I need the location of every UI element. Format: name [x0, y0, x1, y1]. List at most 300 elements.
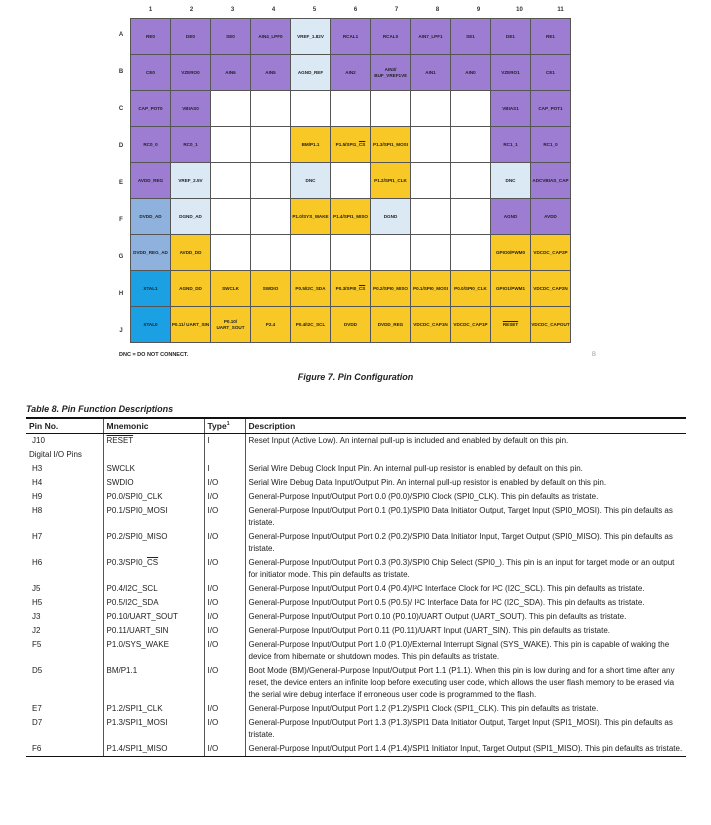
table-row [26, 490, 686, 504]
pin-mnemonic [103, 504, 204, 530]
pin-type: I [204, 434, 245, 449]
pin-cell [171, 271, 211, 307]
pin-cell [451, 199, 491, 235]
pin-cell-label: P0.2/SPI0_MISO [373, 285, 408, 291]
pin-mnemonic [103, 530, 204, 556]
pin-cell [531, 55, 571, 91]
grid-row-label: F [119, 217, 123, 223]
grid-row-label: E [118, 180, 123, 186]
empty-cell [245, 448, 686, 462]
pin-cell-label: P0.4/I2C_SCL [295, 321, 326, 327]
pin-cell-label: SWCLK [222, 285, 239, 291]
pin-cell-label: SWDIO [262, 285, 279, 291]
pin-cell-label: VBIAS0 [182, 105, 199, 111]
pin-cell [371, 91, 411, 127]
pin-cell-label: BM/P1.1 [301, 141, 320, 147]
pin-type: I/O [204, 664, 245, 702]
pin-number: H3 [26, 462, 103, 476]
header-type-label: Type [207, 421, 227, 431]
grid-row [131, 91, 571, 127]
pin-cell-label: VREF_1.82V [297, 33, 324, 39]
pin-mnemonic [103, 716, 204, 742]
pin-type: I/O [204, 610, 245, 624]
pin-mnemonic [103, 490, 204, 504]
pin-cell-overline-label: RESET [502, 321, 519, 327]
pin-cell [411, 307, 451, 343]
pin-mnemonic [103, 664, 204, 702]
pin-cell [211, 271, 251, 307]
pin-number: H4 [26, 476, 103, 490]
mnemonic-text: P0.10/UART_SOUT [106, 612, 178, 621]
grid-row [131, 127, 571, 163]
pin-cell [451, 55, 491, 91]
pin-cell [291, 55, 331, 91]
pin-cell [371, 163, 411, 199]
header-description: Description [245, 418, 686, 434]
pin-type: I/O [204, 596, 245, 610]
pin-cell-label: AVDD [544, 213, 557, 219]
pin-cell [171, 307, 211, 343]
pin-type: I/O [204, 742, 245, 757]
pin-description: General-Purpose Input/Output Port 0.10 (P0.10)/UART Output (UART_SOUT). This pin defaults as tristate. [248, 612, 627, 621]
table-row [26, 504, 686, 530]
pin-mnemonic [103, 610, 204, 624]
pin-cell [491, 235, 531, 271]
pin-cell-label: XTAL1 [143, 285, 158, 291]
pin-mnemonic [103, 638, 204, 664]
grid-row [131, 271, 571, 307]
grid-row-label: B [118, 69, 124, 75]
pin-cell [211, 307, 251, 343]
pin-cell [491, 19, 531, 55]
pin-cell [251, 235, 291, 271]
pin-mnemonic [103, 556, 204, 582]
pin-number: J2 [26, 624, 103, 638]
pin-cell [491, 55, 531, 91]
pin-cell-label: AIN6 [225, 69, 236, 75]
pin-cell-label: CAP_POT1 [538, 105, 563, 111]
mnemonic-overline-text: $\overline{CS}$ [146, 558, 159, 567]
mnemonic-text: P0.1/SPI0_MOSI [106, 506, 168, 515]
pin-cell [411, 127, 451, 163]
pin-cell-label: RCAL0 [382, 33, 399, 39]
pin-cell [131, 127, 171, 163]
pin-cell-label: VDCDC_CAPOUT [531, 321, 570, 327]
pin-cell [331, 127, 371, 163]
table-row [26, 638, 686, 664]
pin-cell [131, 19, 171, 55]
pin-number: H8 [26, 504, 103, 530]
pin-description: General-Purpose Input/Output Port 0.3 (P0.3)/SPI0 Chip Select (SPI0_). This pin is an input for target mode or an output for initiator mode. This pin defaults as tristate. [248, 558, 675, 579]
pin-cell [531, 19, 571, 55]
pin-cell [451, 235, 491, 271]
mnemonic-text: P1.3/SPI1_MOSI [106, 718, 168, 727]
pin-cell-label: P0.3/SPI0_ [335, 285, 359, 291]
pin-cell [491, 163, 531, 199]
pin-cell [451, 127, 491, 163]
table-row [26, 596, 686, 610]
pin-cell [251, 91, 291, 127]
pin-cell-label: VDCDC_CAP2P [533, 249, 568, 255]
pin-cell [491, 199, 531, 235]
pin-cell [451, 163, 491, 199]
pin-type: I/O [204, 638, 245, 664]
pin-cell [331, 19, 371, 55]
pin-cell-label: DVDD_AD [139, 213, 162, 219]
pin-cell [291, 127, 331, 163]
pin-cell [491, 127, 531, 163]
pin-cell [371, 271, 411, 307]
grid-column-number: 7 [394, 7, 399, 13]
pin-cell [291, 199, 331, 235]
grid-row-label: C [118, 106, 124, 112]
table-row [26, 624, 686, 638]
pin-cell [331, 163, 371, 199]
pin-grid [130, 18, 571, 343]
pin-cell-label: DNC [505, 177, 516, 183]
pin-mnemonic [103, 476, 204, 490]
grid-row-label: H [118, 291, 124, 297]
grid-row [131, 307, 571, 343]
pin-cell-label: ADCVBIAS_CAP [532, 177, 569, 183]
pin-cell [291, 19, 331, 55]
pin-description: General-Purpose Input/Output Port 0.0 (P0.0)/SPI0 Clock (SPI0_CLK). This pin defaults as tristate. [248, 492, 599, 501]
pin-cell [491, 271, 531, 307]
pin-description: General-Purpose Input/Output Port 0.5 (P0.5)/ I²C Interface Data for I²C (I2C_SDA). This pin defaults as tristate. [248, 598, 645, 607]
pin-cell-label: VBIAS1 [502, 105, 519, 111]
pin-cell [531, 163, 571, 199]
pin-type: I [204, 462, 245, 476]
pin-cell-label: AGND_REF [297, 69, 324, 75]
pin-cell [251, 307, 291, 343]
pin-cell [291, 163, 331, 199]
pin-cell [171, 127, 211, 163]
pin-cell-label: RCAL1 [342, 33, 359, 39]
pin-cell-label: DVDD_REG [377, 321, 404, 327]
pin-cell-label: AIN5 [265, 69, 276, 75]
pin-cell-label: DGND [383, 213, 398, 219]
table-row [26, 716, 686, 742]
pin-cell [251, 19, 291, 55]
pin-cell [171, 163, 211, 199]
pin-cell [131, 163, 171, 199]
pin-cell [171, 19, 211, 55]
pin-cell [411, 271, 451, 307]
pin-cell-label: DVDD [343, 321, 358, 327]
pin-cell [251, 127, 291, 163]
pin-cell-label: CAP_POT0 [138, 105, 163, 111]
table-row [26, 702, 686, 716]
mnemonic-text: P1.0/SYS_WAKE [106, 640, 169, 649]
pin-number: D7 [26, 716, 103, 742]
pin-cell [371, 55, 411, 91]
mnemonic-text: P0.2/SPI0_MISO [106, 532, 168, 541]
pin-cell [131, 307, 171, 343]
pin-cell [211, 91, 251, 127]
pin-cell-label: P1.5/SPI1_ [335, 141, 359, 147]
dnc-note: DNC = DO NOT CONNECT. [119, 352, 189, 358]
pin-cell [411, 199, 451, 235]
pin-cell [291, 307, 331, 343]
pin-cell-label: SE0 [226, 33, 235, 39]
pin-cell [251, 199, 291, 235]
pin-cell [291, 235, 331, 271]
grid-column-number: 6 [353, 7, 358, 13]
pin-description: General-Purpose Input/Output Port 0.4 (P0.4)/I²C Interface Clock for I²C (I2C_SCL). This pin defaults as tristate. [248, 584, 645, 593]
pin-cell [371, 235, 411, 271]
pin-number: F6 [26, 742, 103, 757]
mnemonic-overline-text: RESET [106, 436, 134, 445]
pin-cell-label: P1.0/SYS_WAKE [292, 213, 329, 219]
pin-cell-label: GPIO1/PWM1 [495, 285, 526, 291]
pin-cell-label: DNC [305, 177, 316, 183]
pin-cell-label: P0.0/SPI0_CLK [454, 285, 487, 291]
pin-cell-overline-label: $\overline{CS}$ [358, 285, 366, 291]
grid-column-number: 3 [230, 7, 235, 13]
table-row [26, 434, 686, 449]
pin-cell [371, 19, 411, 55]
pin-cell-label: VREF_2.5V [178, 177, 203, 183]
pin-cell-label: RE1 [546, 33, 555, 39]
grid-row-label: D [118, 143, 124, 149]
grid-column-number: 11 [557, 7, 564, 13]
pin-type: I/O [204, 476, 245, 490]
grid-column-number: 9 [476, 7, 481, 13]
grid-row-label: J [119, 328, 123, 334]
grid-column-number: 1 [148, 7, 153, 13]
pin-cell-label: AVDD_REG [137, 177, 164, 183]
pin-cell [331, 199, 371, 235]
pin-description: Reset Input (Active Low). An internal pull-up is included and enabled by default on this pin. [248, 436, 569, 445]
pin-cell-label: RC1_1 [503, 141, 518, 147]
empty-cell [204, 448, 245, 462]
pin-mnemonic [103, 434, 204, 449]
pin-cell-label: AIN2 [345, 69, 356, 75]
header-type-footnote: 1 [226, 421, 230, 428]
pin-description: General-Purpose Input/Output Port 0.11 (P0.11)/UART Input (UART_SIN). This pin defaults as tristate. [248, 626, 611, 635]
pin-number: F5 [26, 638, 103, 664]
pin-cell [171, 55, 211, 91]
pin-type: I/O [204, 504, 245, 530]
pin-description: Serial Wire Debug Clock Input Pin. An internal pull-up resistor is enabled by default on this pin. [248, 464, 583, 473]
pin-cell [491, 307, 531, 343]
pin-type: I/O [204, 556, 245, 582]
pin-type: I/O [204, 490, 245, 504]
pin-cell [531, 271, 571, 307]
pin-cell-label: AIN0 [465, 69, 476, 75]
pin-description: General-Purpose Input/Output Port 1.3 (P1.3)/SPI1 Data Initiator Output, Target Input (SPI1_MOSI). This pin defaults as tristate. [248, 718, 673, 739]
grid-row [131, 163, 571, 199]
grid-row [131, 19, 571, 55]
pin-cell [131, 199, 171, 235]
pin-cell-label: DVDD_REG_AD [133, 249, 168, 255]
pin-description: Boot Mode (BM)/General-Purpose Input/Output Port 1.1 (P1.1). When this pin is low during and for a short time after any reset, the device enters an infinite loop before executing user code, which allows the user flash memory to be erased via the serial wire debug interface if erroneous user code is programmed to the flash. [248, 666, 675, 699]
pin-type: I/O [204, 530, 245, 556]
mnemonic-text: P0.5/I2C_SDA [106, 598, 159, 607]
pin-cell-label: DE1 [506, 33, 515, 39]
pin-number: E7 [26, 702, 103, 716]
table-row [26, 462, 686, 476]
pin-cell-label: P1.2/SPI1_CLK [374, 177, 407, 183]
pin-cell-label: RE0 [146, 33, 155, 39]
pin-cell [131, 271, 171, 307]
pin-number: D5 [26, 664, 103, 702]
pin-cell [331, 271, 371, 307]
pin-cell-label: AIN4_LPF0 [258, 33, 283, 39]
pin-type: I/O [204, 624, 245, 638]
pin-number: H9 [26, 490, 103, 504]
pin-cell [411, 235, 451, 271]
table-row [26, 556, 686, 582]
pin-cell [331, 307, 371, 343]
pin-cell-label: XTAL0 [143, 321, 158, 327]
mnemonic-text: P0.4/I2C_SCL [106, 584, 158, 593]
pin-cell [371, 199, 411, 235]
pin-cell [331, 235, 371, 271]
pin-cell [411, 163, 451, 199]
grid-row-label: G [118, 254, 124, 260]
mnemonic-text: P1.2/SPI1_CLK [106, 704, 163, 713]
pin-mnemonic [103, 596, 204, 610]
pin-cell [291, 91, 331, 127]
pin-cell [531, 235, 571, 271]
pin-cell-label: P1.4/SPI1_MISO [333, 213, 368, 219]
pin-cell [451, 19, 491, 55]
pin-cell-label: VDCDC_CAP2N [533, 285, 568, 291]
header-type [204, 418, 245, 434]
figure-corner-mark: B [592, 352, 597, 358]
pin-cell [171, 235, 211, 271]
pin-cell [291, 271, 331, 307]
pin-cell [531, 307, 571, 343]
grid-column-number: 2 [189, 7, 194, 13]
pin-cell [451, 91, 491, 127]
pin-type: I/O [204, 702, 245, 716]
pin-cell-label: RC0_0 [143, 141, 158, 147]
mnemonic-text: P0.0/SPI0_CLK [106, 492, 163, 501]
pin-description: General-Purpose Input/Output Port 0.2 (P0.2)/SPI0 Data Initiator Input, Target Output (SPI0_MISO). This pin defaults as tristate. [248, 532, 673, 553]
pin-cell [331, 55, 371, 91]
pin-cell-overline-label: $\overline{CS}$ [358, 141, 366, 147]
pin-cell-label: CE1 [546, 69, 555, 75]
empty-cell [103, 448, 204, 462]
mnemonic-text: SWCLK [106, 464, 135, 473]
pin-cell [371, 307, 411, 343]
pin-type: I/O [204, 582, 245, 596]
pin-cell-label: P0.10/ UART_SOUT [216, 319, 245, 330]
pin-cell [131, 55, 171, 91]
pin-description: General-Purpose Input/Output Port 1.0 (P1.0)/External Interrupt Signal (SYS_WAKE). This pin is capable of waking the device from hibernate or shutdown modes. This pin defaults as tristate. [248, 640, 670, 661]
mnemonic-text: P0.11/UART_SIN [106, 626, 169, 635]
pin-cell [171, 91, 211, 127]
pin-cell [491, 91, 531, 127]
grid-column-number: 10 [516, 7, 523, 13]
table-row [26, 582, 686, 596]
pin-mnemonic [103, 702, 204, 716]
pin-cell [531, 91, 571, 127]
pin-cell-label: RC1_0 [543, 141, 558, 147]
pin-cell-label: RC0_1 [183, 141, 198, 147]
pin-number: J5 [26, 582, 103, 596]
group-label: Digital I/O Pins [26, 448, 103, 462]
table-group-row [26, 448, 686, 462]
pin-cell [131, 91, 171, 127]
pin-cell-label: CE0 [146, 69, 155, 75]
pin-cell [211, 199, 251, 235]
pin-cell [251, 163, 291, 199]
mnemonic-text: SWDIO [106, 478, 134, 487]
mnemonic-text: P0.3/SPI0_ [106, 558, 147, 567]
table-row [26, 664, 686, 702]
pin-cell [451, 307, 491, 343]
grid-row [131, 199, 571, 235]
pin-cell-label: AGND_DD [179, 285, 202, 291]
table-row [26, 742, 686, 757]
table-row [26, 476, 686, 490]
table-title: Table 8. Pin Function Descriptions [26, 404, 174, 414]
pin-cell [211, 235, 251, 271]
pin-cell-label: P2.4 [265, 321, 276, 327]
pin-description: General-Purpose Input/Output Port 1.4 (P1.4)/SPI1 Initiator Input, Target Output (SPI1_MISO). This pin defaults as tristate. [245, 742, 686, 757]
pin-cell [531, 127, 571, 163]
pin-mnemonic [103, 624, 204, 638]
pin-cell-label: VDCDC_CAP1N [413, 321, 448, 327]
table-row [26, 530, 686, 556]
pin-cell-label: AVDD_DD [179, 249, 202, 255]
pin-mnemonic [103, 742, 204, 757]
pin-cell [131, 235, 171, 271]
pin-cell-label: DE0 [186, 33, 195, 39]
pin-cell [251, 271, 291, 307]
pin-cell-label: P1.3/SPI1_MOSI [373, 141, 408, 147]
pin-cell [451, 271, 491, 307]
pin-cell [371, 127, 411, 163]
header-pin-no: Pin No. [26, 418, 103, 434]
pin-cell-label: AIN1 [425, 69, 436, 75]
pin-cell-label: AIN3/ BUF_VREF1V8 [374, 67, 407, 78]
pin-function-table [26, 417, 686, 757]
pin-type: I/O [204, 716, 245, 742]
pin-number: H6 [26, 556, 103, 582]
pin-cell [411, 19, 451, 55]
table-header-row [26, 418, 686, 434]
grid-row [131, 235, 571, 271]
pin-cell-label: VDCDC_CAP1P [453, 321, 488, 327]
pin-description: General-Purpose Input/Output Port 0.1 (P0.1)/SPI0 Data Initiator Output, Target Input (SPI0_MOSI). This pin defaults as tristate. [248, 506, 673, 527]
pin-mnemonic [103, 582, 204, 596]
mnemonic-text: P1.4/SPI1_MISO [106, 744, 168, 753]
pin-cell [211, 163, 251, 199]
header-mnemonic: Mnemonic [103, 418, 204, 434]
pin-cell-label: P0.11/ UART_SIN [171, 321, 210, 327]
pin-cell [251, 55, 291, 91]
pin-cell [211, 19, 251, 55]
pin-cell [211, 127, 251, 163]
pin-cell-label: VZERO1 [501, 69, 520, 75]
pin-cell-label: SE1 [466, 33, 475, 39]
figure-caption: Figure 7. Pin Configuration [297, 372, 414, 382]
pin-cell [331, 91, 371, 127]
pin-mnemonic [103, 462, 204, 476]
pin-cell-label: DGND_AD [179, 213, 202, 219]
grid-column-number: 5 [312, 7, 317, 13]
pin-cell-label: VZERO0 [181, 69, 200, 75]
pin-cell-label: GPIO0/PWM0 [495, 249, 526, 255]
pin-cell [171, 199, 211, 235]
pin-cell [411, 91, 451, 127]
pin-number: J10 [26, 434, 103, 449]
grid-row-label: A [118, 32, 124, 38]
